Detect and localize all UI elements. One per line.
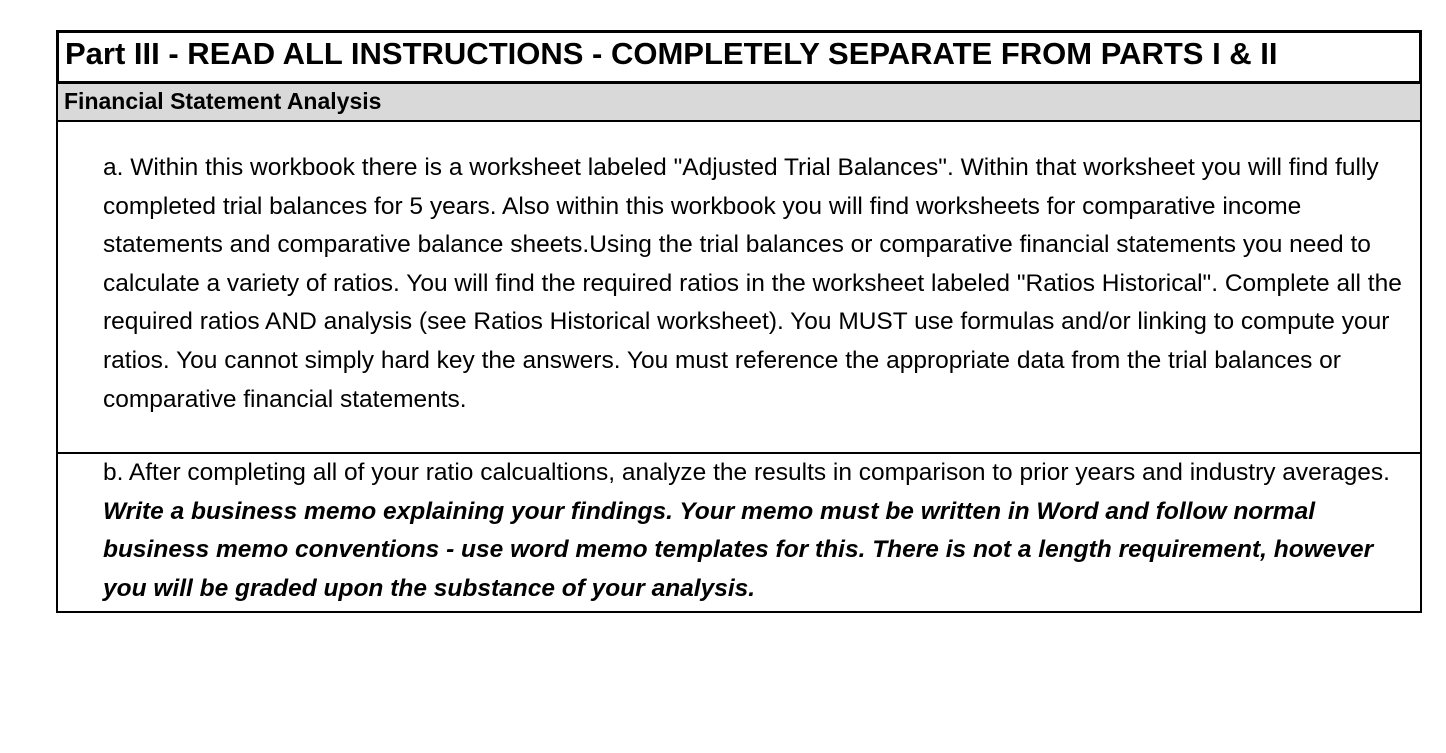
- part-title: Part III - READ ALL INSTRUCTIONS - COMPLETELY SEPARATE FROM PARTS I & II: [56, 30, 1422, 84]
- section-heading: Financial Statement Analysis: [56, 84, 1422, 122]
- instruction-a-text: a. Within this workbook there is a worksheet labeled "Adjusted Trial Balances". Within that worksheet you will find fully completed trial balances for 5 years. Also within this workbook you will find worksheets for comparative income statements and comparative balance sheets.Using the trial balances or comparative financial statements you need to calculate a variety of ratios. You will find the required ratios in the worksheet labeled "Ratios Historical". Complete all the required ratios AND analysis (see Ratios Historical worksheet). You MUST use formulas and/or linking to compute your ratios. You cannot simply hard key the answers. You must reference the appropriate data from the trial balances or comparative financial statements.: [103, 154, 1402, 413]
- instruction-a-cell: [56, 122, 1422, 454]
- instruction-b-emphasis: Write a business memo explaining your findings. Your memo must be written in Word and follow normal business memo conventions - use word memo templates for this. There is not a length requirement, however you will be graded upon the substance of your analysis.: [103, 497, 1374, 602]
- instruction-b-text: b. After completing all of your ratio calcualtions, analyze the results in comparison to prior years and industry averages.: [103, 459, 1404, 486]
- instructions-sheet: [56, 30, 1422, 613]
- instruction-b-cell: [56, 454, 1422, 613]
